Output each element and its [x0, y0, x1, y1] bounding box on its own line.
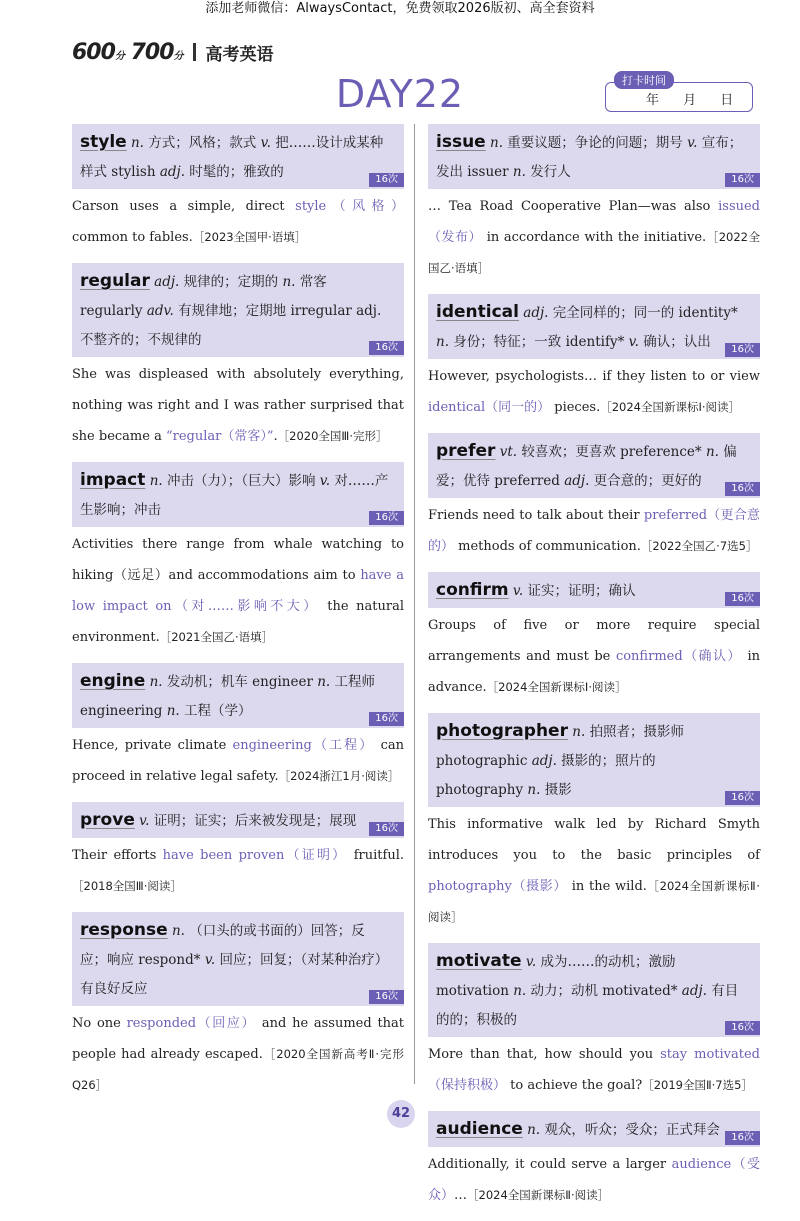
definition: 有目的的；积极的: [436, 983, 739, 1028]
part-of-speech: n.: [171, 923, 185, 939]
example-text: Their efforts: [72, 848, 163, 863]
example-text: This informative walk led by Richard Smyth introduces you to the basic principles of: [428, 817, 760, 863]
example-text: to achieve the goal?: [506, 1078, 643, 1093]
example-text: common to fables.: [72, 230, 193, 245]
promo-note: 添加老师微信：AlwaysContact，免费领取2026版初、高全套资料: [205, 1, 595, 16]
part-of-speech: n.: [527, 782, 541, 798]
vocab-entry: [428, 433, 760, 570]
part-of-speech: v.: [687, 135, 698, 151]
definition: 发动机；机车 engineer: [166, 674, 313, 690]
part-of-speech: v.: [139, 813, 150, 829]
definition: 时髦的；雅致的: [189, 164, 284, 180]
frequency-badge: [436, 482, 760, 496]
headword: regular: [80, 271, 150, 291]
part-of-speech: n.: [149, 473, 163, 489]
word-box: [428, 1111, 760, 1147]
part-of-speech: adj.: [531, 753, 557, 769]
frequency-badge: [80, 173, 404, 187]
example-text: Carson uses a simple, direct: [72, 199, 296, 214]
book-header: [72, 36, 274, 68]
word-box: [72, 462, 404, 527]
example-highlight: identical（同一的）: [428, 400, 551, 415]
example-sentence: [72, 527, 404, 661]
example-text: Groups of five or more require special arrangements and must be: [428, 618, 760, 664]
definition: 偏爱；优待 preferred: [436, 444, 737, 489]
example-text: the natural environment.: [72, 599, 405, 645]
checkin-date: 年 月 日: [646, 93, 734, 108]
example-highlight: issued（发布）: [428, 199, 760, 245]
vocab-entry: [428, 713, 760, 941]
example-sentence: [72, 357, 404, 460]
book-title: 高考英语: [205, 44, 274, 65]
frequency-label: 16次: [369, 822, 404, 836]
frequency-badge: [80, 990, 404, 1004]
part-of-speech: n.: [512, 164, 526, 180]
logo: 600分 700分: [72, 39, 183, 65]
column-divider: [414, 124, 415, 1084]
definition: 有规律地；定期地 irregular adj. 不整齐的；不规律的: [80, 303, 382, 348]
vocab-entry: [72, 263, 404, 460]
part-of-speech: adj.: [154, 274, 180, 290]
vocab-entry: [428, 124, 760, 292]
source-tag: ［2018全国Ⅲ·阅读］: [72, 879, 182, 893]
frequency-badge: [436, 592, 760, 606]
word-box: [72, 263, 404, 357]
example-text: .: [273, 429, 278, 444]
example-text: …: [454, 1188, 468, 1203]
headword: motivate: [436, 951, 522, 971]
headword: identical: [436, 302, 519, 322]
example-highlight: have a low impact on（对……影响不大）: [72, 568, 405, 614]
frequency-label: 16次: [369, 712, 404, 726]
example-sentence: [428, 608, 760, 711]
definition: 重要议题；争论的问题；期号: [507, 135, 683, 151]
headword: audience: [436, 1119, 523, 1139]
definition: 摄影的；照片的 photography: [436, 753, 656, 798]
source-tag: ［2019全国Ⅱ·7选5］: [642, 1078, 753, 1092]
example-text: and he assumed that people had already escaped.: [72, 1016, 405, 1062]
headword: impact: [80, 470, 146, 490]
part-of-speech: n.: [436, 334, 449, 350]
definition: 冲击（力）；（巨大）影响: [166, 473, 316, 489]
right-column: [428, 124, 760, 1221]
frequency-badge: [80, 822, 404, 836]
example-sentence: [428, 807, 760, 941]
example-sentence: [72, 1006, 404, 1109]
headword: issue: [436, 132, 486, 152]
definition: 工程（学）: [184, 703, 252, 719]
frequency-badge: [436, 791, 760, 805]
part-of-speech: n.: [513, 983, 527, 999]
frequency-label: 16次: [725, 592, 760, 606]
source-tag: ［2024全国新课标Ⅱ·阅读］: [428, 879, 760, 924]
example-text: More than that, how should you: [428, 1047, 661, 1062]
part-of-speech: adj.: [564, 473, 590, 489]
source-tag: ［2024全国新课标Ⅰ·阅读］: [600, 400, 741, 414]
frequency-badge: [80, 511, 404, 525]
frequency-label: 16次: [369, 341, 404, 355]
checkin-box: [605, 74, 753, 112]
headword: photographer: [436, 721, 568, 741]
frequency-badge: [436, 1021, 760, 1035]
definition: 回应；回复；（对某种治疗）有良好反应: [80, 952, 389, 997]
source-tag: ［2023全国甲·语填］: [192, 230, 307, 244]
definition: 更合意的；更好的: [593, 473, 702, 489]
frequency-label: 16次: [725, 1131, 760, 1145]
part-of-speech: adj.: [681, 983, 707, 999]
definition: 常客 regularly: [80, 274, 327, 319]
part-of-speech: adv.: [146, 303, 174, 319]
word-box: [428, 294, 760, 359]
definition: 对……产生影响；冲击: [80, 473, 389, 518]
headword: response: [80, 920, 168, 940]
source-tag: ［2021全国乙·语填］: [159, 630, 274, 644]
definition: 成为……的动机；激励 motivation: [436, 954, 676, 999]
word-box: [428, 943, 760, 1037]
vocab-entry: [428, 1111, 760, 1219]
example-sentence: [428, 1147, 760, 1219]
source-tag: ［2020全国新高考Ⅱ·完形Q26］: [72, 1047, 404, 1092]
source-tag: ［2024浙江1月·阅读］: [278, 769, 400, 783]
source-tag: ［2022全国乙·7选5］: [640, 539, 758, 553]
word-box: [72, 124, 404, 189]
example-highlight: stay motivated（保持积极）: [428, 1047, 760, 1093]
definition: 身份；特征；一致 identify*: [453, 334, 625, 350]
part-of-speech: n.: [282, 274, 296, 290]
frequency-badge: [80, 341, 404, 355]
example-text: can proceed in relative legal safety.: [72, 738, 404, 784]
header-divider: [193, 43, 196, 61]
definition: 动力；动机 motivated*: [530, 983, 678, 999]
frequency-badge: [436, 1131, 760, 1145]
example-sentence: [428, 1037, 760, 1109]
definition: （口头的或书面的）回答；反应；响应 respond*: [80, 923, 365, 968]
example-text: fruitful.: [347, 848, 404, 863]
example-text: in advance.: [428, 649, 760, 695]
left-column: [72, 124, 404, 1111]
example-text: Additionally, it could serve a larger: [428, 1157, 672, 1172]
definition: 宣布；发出 issuer: [436, 135, 743, 180]
definition: 规律的；定期的: [183, 274, 279, 290]
definition: 观众，听众；受众；正式拜会: [544, 1122, 720, 1138]
source-tag: ［2022全国乙·语填］: [428, 230, 760, 275]
part-of-speech: n.: [130, 135, 144, 151]
source-tag: ［2020全国Ⅲ·完形］: [277, 429, 388, 443]
example-text: Friends need to talk about their: [428, 508, 644, 523]
example-text: in accordance with the initiative.: [482, 230, 707, 245]
headword: engine: [80, 671, 146, 691]
frequency-label: 16次: [725, 482, 760, 496]
frequency-badge: [436, 343, 760, 357]
page-number: 42: [387, 1100, 415, 1128]
example-text: in the wild.: [566, 879, 647, 894]
headword: confirm: [436, 580, 509, 600]
definition: 摄影: [544, 782, 572, 798]
part-of-speech: v.: [204, 952, 216, 968]
example-text: She was displeased with absolutely everything, nothing was right and I was rather surprised that she became a: [72, 367, 404, 444]
example-text: Activities there range from whale watching to hiking（远足）and accommodations aim to: [72, 537, 404, 583]
word-box: [428, 433, 760, 498]
part-of-speech: vt.: [499, 444, 518, 460]
example-sentence: [428, 189, 760, 292]
vocab-entry: [72, 124, 404, 261]
day-title: DAY22: [335, 72, 465, 116]
vocab-entry: [72, 912, 404, 1109]
example-sentence: [428, 498, 760, 570]
word-box: [72, 663, 404, 728]
example-text: pieces.: [550, 400, 601, 415]
word-box: [428, 713, 760, 807]
frequency-label: 16次: [725, 791, 760, 805]
frequency-label: 16次: [369, 990, 404, 1004]
frequency-badge: [436, 173, 760, 187]
example-highlight: have been proven（证明）: [162, 848, 348, 863]
example-sentence: [72, 728, 404, 800]
vocab-entry: [72, 462, 404, 661]
example-sentence: [428, 359, 760, 431]
part-of-speech: v.: [260, 135, 271, 151]
vocab-entry: [428, 572, 760, 711]
word-box: [428, 572, 760, 608]
definition: 较喜欢；更喜欢 preference*: [521, 444, 702, 460]
vocab-entry: [72, 802, 404, 910]
definition: 拍照者；摄影师 photographic: [436, 724, 685, 769]
source-tag: ［2024全国新课标Ⅰ·阅读］: [486, 680, 627, 694]
definition: 发行人: [530, 164, 571, 180]
word-box: [72, 912, 404, 1006]
part-of-speech: v.: [628, 334, 639, 350]
example-text: No one: [72, 1016, 127, 1031]
definition: 完全同样的；同一的 identity*: [552, 305, 738, 321]
example-text: methods of communication.: [454, 539, 641, 554]
definition: 证实；证明；确认: [527, 583, 636, 599]
vocab-entry: [72, 663, 404, 800]
headword: prefer: [436, 441, 496, 461]
definition: 方式；风格；款式: [148, 135, 257, 151]
checkin-tag: 打卡时间: [614, 71, 674, 89]
headword: style: [80, 132, 127, 152]
definition: 证明；证实；后来被发现是；展现: [153, 813, 357, 829]
frequency-label: 16次: [369, 173, 404, 187]
frequency-label: 16次: [725, 1021, 760, 1035]
example-highlight: audience（受众）: [428, 1157, 760, 1203]
example-highlight: style（风格）: [295, 199, 404, 214]
frequency-label: 16次: [725, 173, 760, 187]
example-text: Hence, private climate: [72, 738, 233, 753]
definition: 把……设计成某种样式 stylish: [80, 135, 384, 180]
definition: 确认；认出: [643, 334, 711, 350]
part-of-speech: adj.: [523, 305, 549, 321]
part-of-speech: n.: [490, 135, 503, 151]
word-box: [428, 124, 760, 189]
part-of-speech: n.: [705, 444, 719, 460]
part-of-speech: adj.: [159, 164, 185, 180]
example-highlight: preferred（更合意的）: [428, 508, 760, 554]
example-highlight: responded（回应）: [126, 1016, 257, 1031]
vocab-entry: [428, 294, 760, 431]
part-of-speech: n.: [527, 1122, 541, 1138]
part-of-speech: n.: [572, 724, 586, 740]
part-of-speech: n.: [317, 674, 331, 690]
frequency-label: 16次: [725, 343, 760, 357]
example-highlight: engineering（工程）: [232, 738, 375, 753]
frequency-badge: [80, 712, 404, 726]
part-of-speech: v.: [525, 954, 537, 970]
example-highlight: photography（摄影）: [428, 879, 567, 894]
example-highlight: confirmed（确认）: [615, 649, 742, 664]
part-of-speech: n.: [166, 703, 180, 719]
part-of-speech: v.: [512, 583, 524, 599]
example-highlight: “regular（常客）”: [165, 429, 274, 444]
part-of-speech: v.: [319, 473, 331, 489]
source-tag: ［2024全国新课标Ⅱ·阅读］: [467, 1188, 610, 1202]
example-text: … Tea Road Cooperative Plan—was also: [428, 199, 719, 214]
example-text: However, psychologists… if they listen to or view: [428, 369, 760, 384]
word-box: [72, 802, 404, 838]
example-sentence: [72, 838, 404, 910]
headword: prove: [80, 810, 135, 830]
frequency-label: 16次: [369, 511, 404, 525]
example-sentence: [72, 189, 404, 261]
definition: 工程师 engineering: [80, 674, 376, 719]
part-of-speech: n.: [149, 674, 163, 690]
vocab-entry: [428, 943, 760, 1109]
